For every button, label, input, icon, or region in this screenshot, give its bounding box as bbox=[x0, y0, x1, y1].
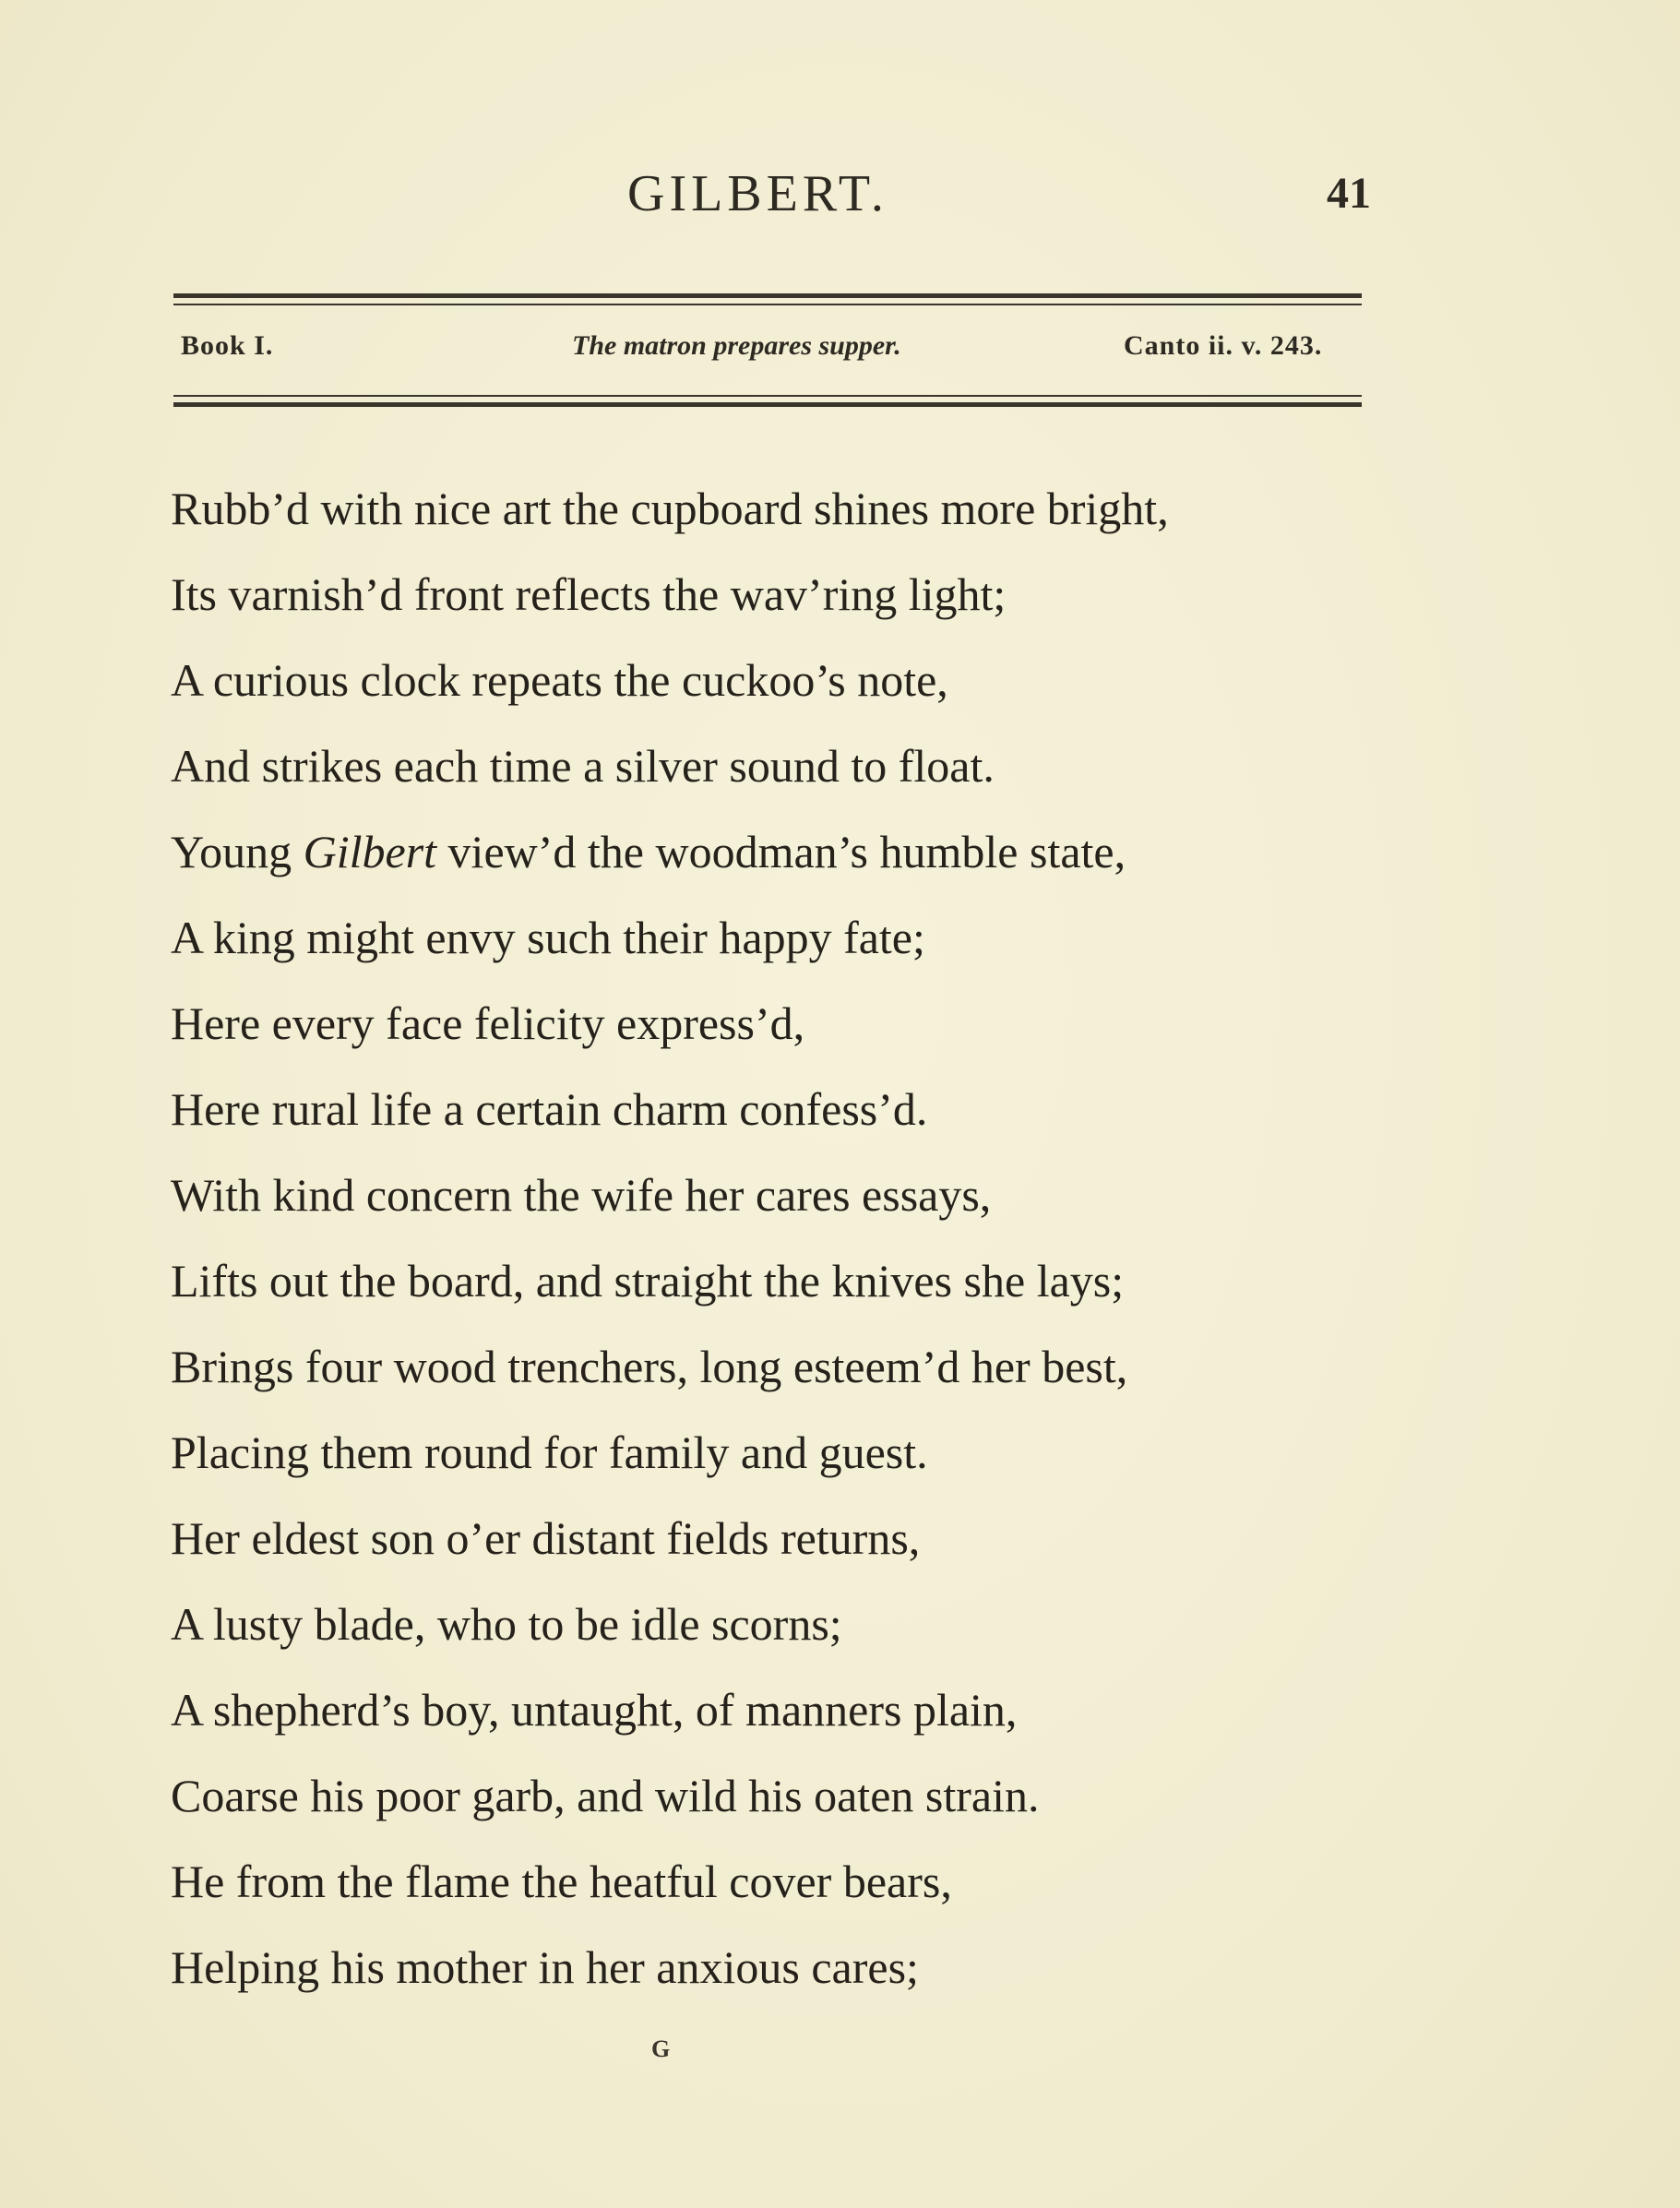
verse-line bbox=[171, 981, 1407, 1067]
verse-text: He from the flame the heatful cover bears, bbox=[171, 1856, 952, 1907]
verse-line bbox=[171, 1410, 1407, 1496]
verse-line bbox=[171, 1925, 1407, 2011]
verse-text: Coarse his poor garb, and wild his oaten strain. bbox=[171, 1770, 1040, 1821]
verse-line bbox=[171, 895, 1407, 981]
verse-line bbox=[171, 1152, 1407, 1238]
verse-line bbox=[171, 466, 1407, 552]
verse-text: Rubb’d with nice art the cupboard shines more bright, bbox=[171, 483, 1169, 534]
verse-line bbox=[171, 1581, 1407, 1667]
verse-line bbox=[171, 552, 1407, 638]
verse-line bbox=[171, 809, 1407, 895]
verse-text: A king might envy such their happy fate; bbox=[171, 912, 925, 963]
verse-line bbox=[171, 1067, 1407, 1152]
verse-text: Lifts out the board, and straight the knives she lays; bbox=[171, 1255, 1125, 1307]
verse-line bbox=[171, 1324, 1407, 1410]
rule-thin bbox=[173, 395, 1362, 397]
headline-book: Book I. bbox=[181, 330, 274, 361]
rule-thin bbox=[173, 304, 1362, 305]
verse-text: Here rural life a certain charm confess’d. bbox=[171, 1083, 928, 1135]
verse-line bbox=[171, 1839, 1407, 1925]
verse-text: And strikes each time a silver sound to float. bbox=[171, 740, 995, 792]
running-title: GILBERT. bbox=[627, 165, 888, 222]
rule-thick bbox=[173, 293, 1362, 298]
verse-text: Her eldest son o’er distant fields returns, bbox=[171, 1512, 921, 1564]
bottom-double-rule bbox=[173, 395, 1362, 407]
verse-line bbox=[171, 1496, 1407, 1581]
verse-text: With kind concern the wife her cares essays, bbox=[171, 1169, 992, 1221]
verse-line bbox=[171, 1667, 1407, 1753]
verse-text: A curious clock repeats the cuckoo’s note, bbox=[171, 654, 948, 706]
headline-bar bbox=[0, 330, 1680, 367]
verse-text: Young bbox=[171, 826, 304, 877]
verse-italic-name: Gilbert bbox=[303, 826, 437, 877]
top-double-rule bbox=[173, 293, 1362, 305]
verse-text: Its varnish’d front reflects the wav’ring light; bbox=[171, 568, 1007, 620]
verse-text: Here every face felicity express’d, bbox=[171, 997, 805, 1049]
verse-text: A lusty blade, who to be idle scorns; bbox=[171, 1598, 842, 1650]
page-number: 41 bbox=[1327, 169, 1371, 218]
verse-line bbox=[171, 1753, 1407, 1839]
poem-text bbox=[171, 466, 1407, 2011]
verse-text: view’d the woodman’s humble state, bbox=[436, 826, 1126, 877]
verse-line bbox=[171, 1238, 1407, 1324]
signature-mark: G bbox=[651, 2035, 671, 2062]
verse-text: Brings four wood trenchers, long esteem’d her best, bbox=[171, 1341, 1128, 1392]
verse-line bbox=[171, 723, 1407, 809]
verse-text: Helping his mother in her anxious cares; bbox=[171, 1941, 919, 1993]
verse-text: Placing them round for family and guest. bbox=[171, 1426, 928, 1478]
headline-subject: The matron prepares supper. bbox=[572, 330, 901, 361]
running-head bbox=[0, 164, 1680, 229]
headline-canto: Canto ii. v. 243. bbox=[1124, 330, 1323, 361]
verse-text: A shepherd’s boy, untaught, of manners plain, bbox=[171, 1684, 1018, 1736]
rule-thick bbox=[173, 402, 1362, 407]
verse-line bbox=[171, 638, 1407, 723]
